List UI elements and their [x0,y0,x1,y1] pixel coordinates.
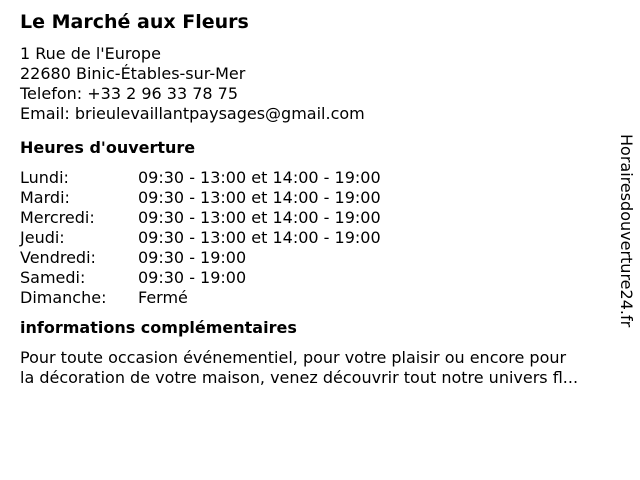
business-card [20,10,620,388]
phone-number: Telefon: +33 2 96 33 78 75 [20,84,239,103]
day-label: Dimanche: [20,288,107,307]
day-label: Mercredi: [20,208,95,227]
description-line: Pour toute occasion événementiel, pour votre plaisir ou encore pour [20,348,567,367]
time-range: 09:30 - 13:00 et 14:00 - 19:00 [138,228,381,247]
hours-row-monday [20,168,620,188]
contact-block [20,44,620,124]
opening-hours-table [20,168,620,308]
address-line-2: 22680 Binic-Étables-sur-Mer [20,64,246,83]
additional-info-heading: informations complémentaires [20,318,297,337]
additional-info-text [20,348,630,388]
hours-row-sunday [20,288,620,308]
opening-hours-heading: Heures d'ouverture [20,138,196,157]
time-range: 09:30 - 13:00 et 14:00 - 19:00 [138,188,381,207]
hours-row-tuesday [20,188,620,208]
time-range: 09:30 - 13:00 et 14:00 - 19:00 [138,208,381,227]
day-label: Mardi: [20,188,70,207]
day-label: Lundi: [20,168,69,187]
time-range: 09:30 - 13:00 et 14:00 - 19:00 [138,168,381,187]
hours-row-thursday [20,228,620,248]
time-range: Fermé [138,288,188,307]
hours-row-saturday [20,268,620,288]
day-label: Vendredi: [20,248,96,267]
day-label: Jeudi: [20,228,65,247]
day-label: Samedi: [20,268,86,287]
time-range: 09:30 - 19:00 [138,248,247,267]
hours-row-friday [20,248,620,268]
time-range: 09:30 - 19:00 [138,268,247,287]
hours-row-wednesday [20,208,620,228]
description-line: la décoration de votre maison, venez découvrir tout notre univers fl... [20,368,579,387]
address-line-1: 1 Rue de l'Europe [20,44,161,63]
site-watermark: Horairesdouverture24.fr [617,134,636,328]
email-address: Email: brieulevaillantpaysages@gmail.com [20,104,365,123]
business-name: Le Marché aux Fleurs [20,11,249,33]
